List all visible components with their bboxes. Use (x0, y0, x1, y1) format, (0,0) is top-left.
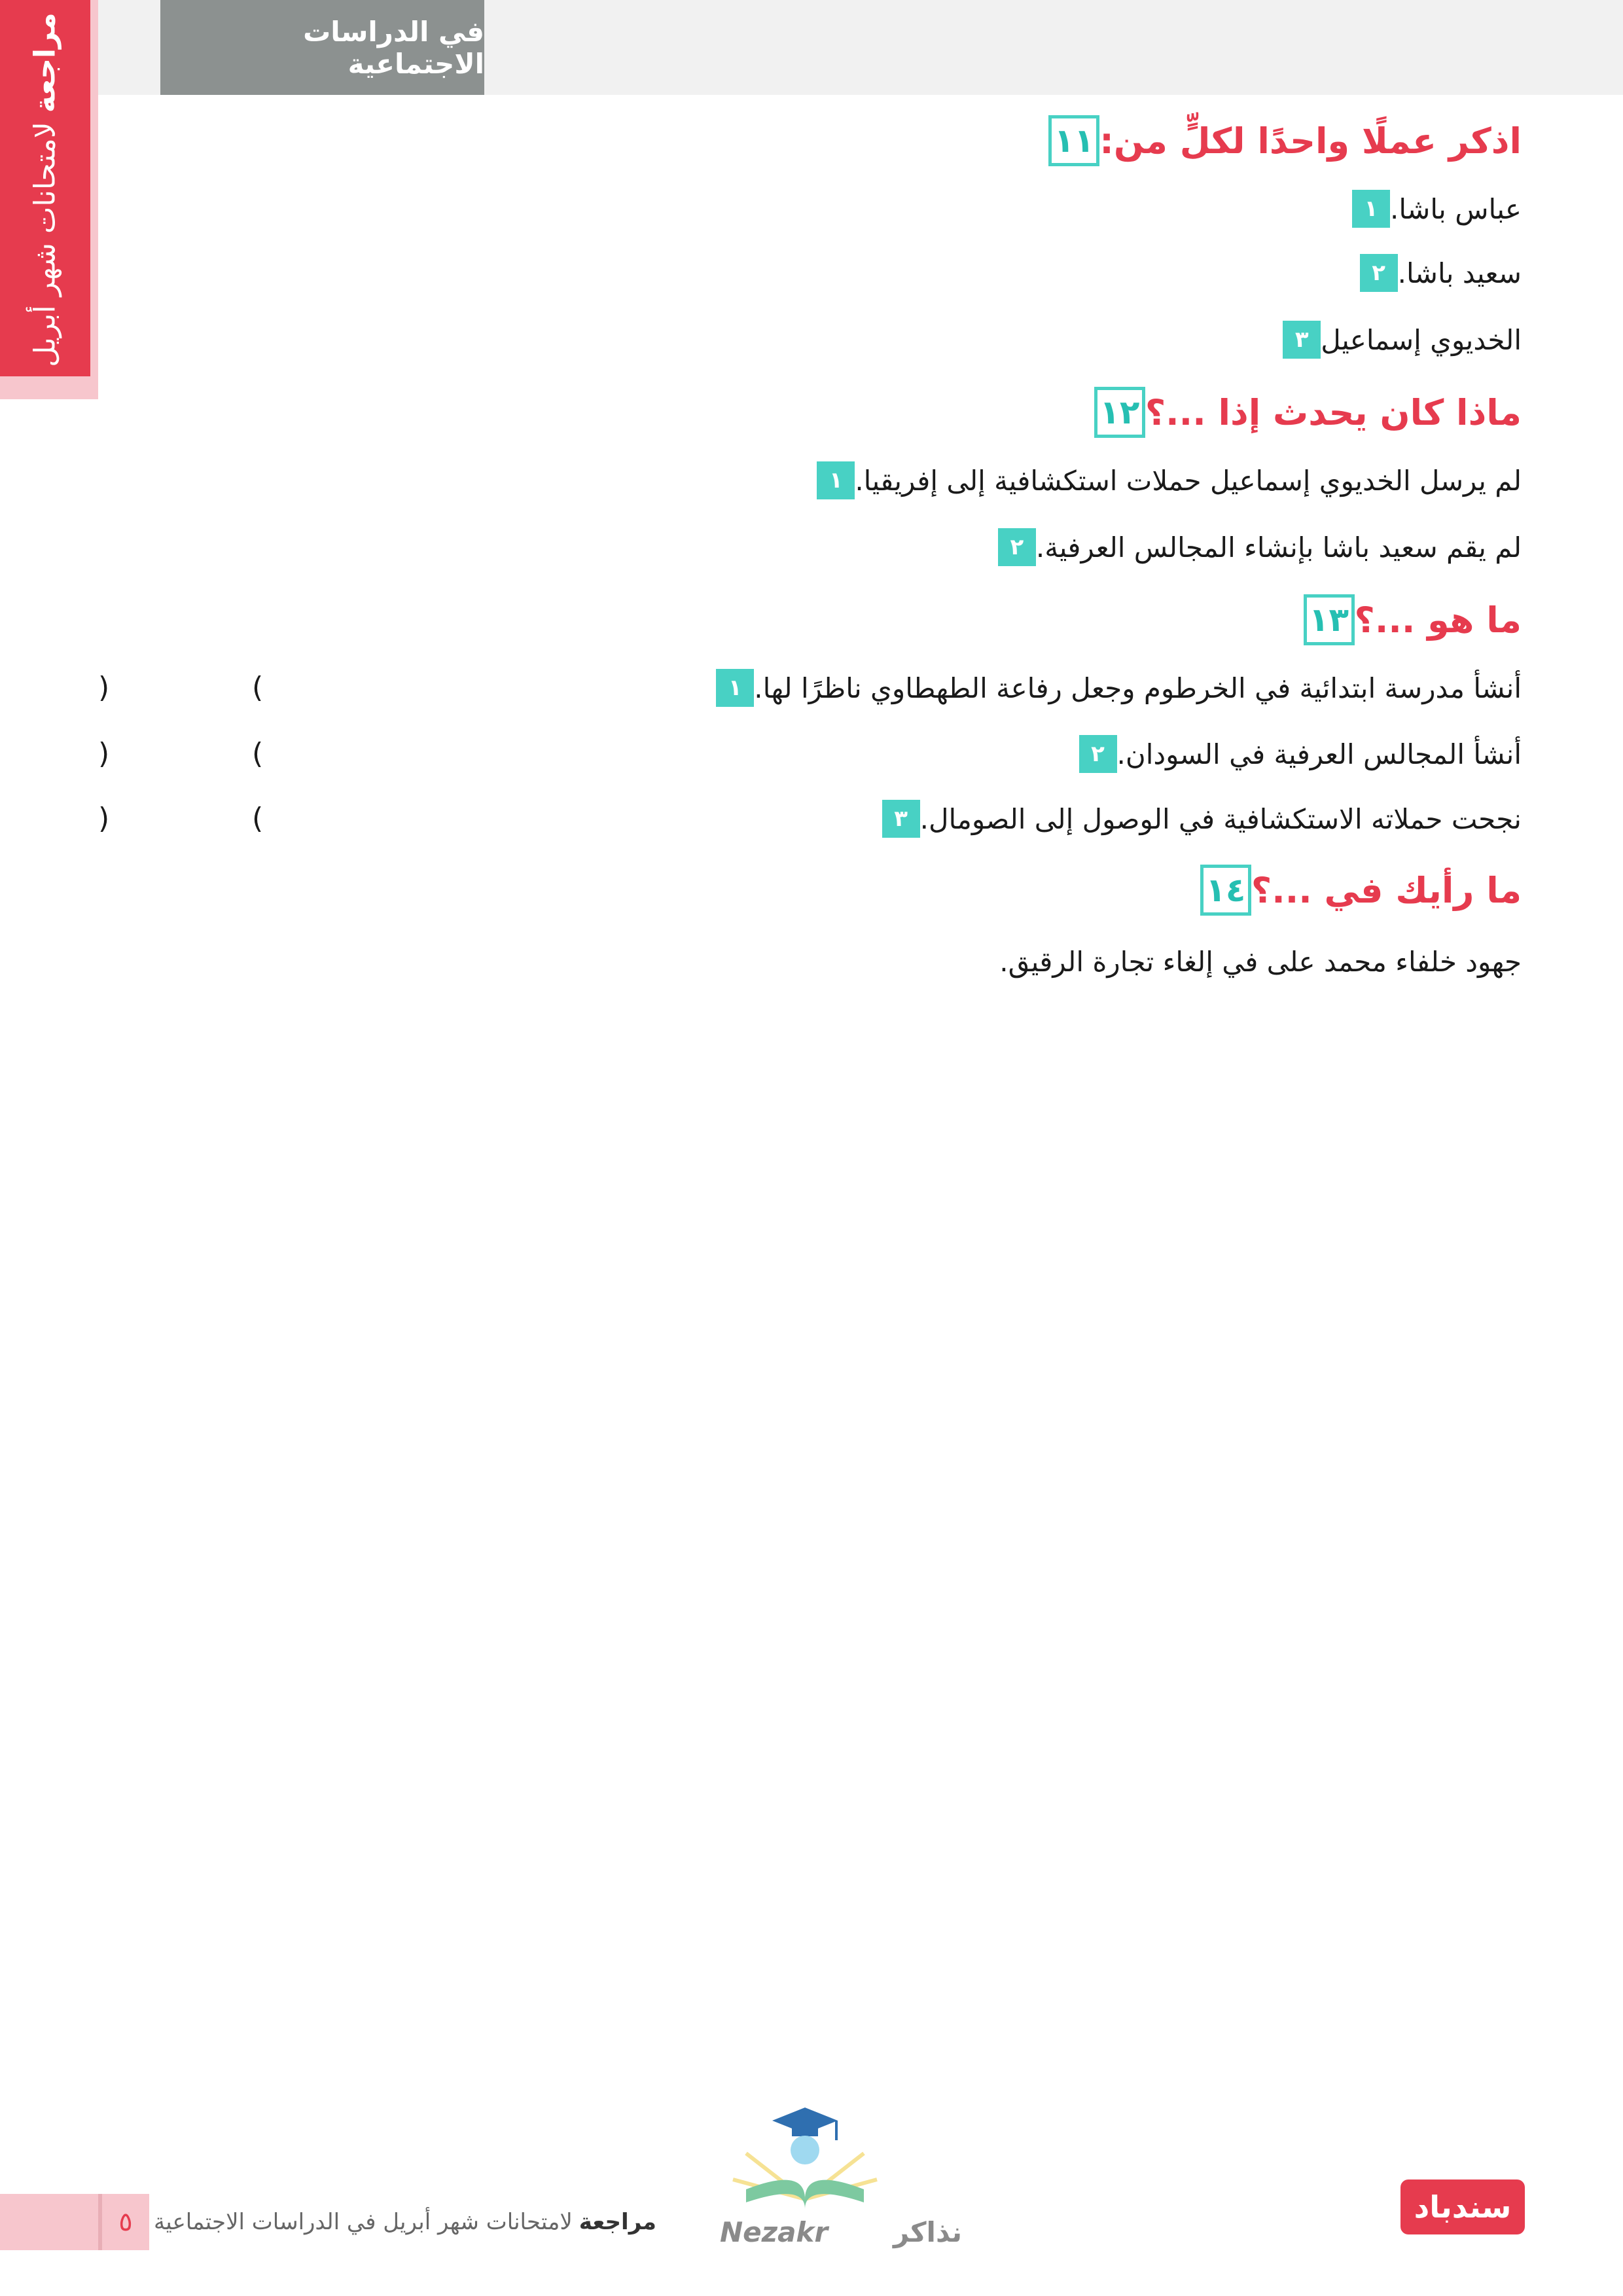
side-tab-rest: لامتحانات شهر أبريل (28, 122, 62, 367)
footer-title (154, 2194, 656, 2250)
item-text: لم يرسل الخديوي إسماعيل حملات استكشافية إلى إفريقيا. (855, 464, 1522, 497)
answer-paren-close: ) (98, 802, 110, 835)
item-number-badge: ٣ (882, 800, 920, 838)
question-number-badge: ١٢ (1094, 387, 1145, 438)
item-text: نجحت حملاته الاستكشافية في الوصول إلى الصومال. (919, 802, 1522, 835)
question-12-heading (1080, 383, 1522, 442)
footer-pink-bar (0, 2194, 98, 2250)
question-title: ما رأيك في ...؟ (1251, 869, 1522, 911)
answer-paren-open: ( (252, 737, 264, 770)
item-text: الخديوي إسماعيل (1321, 323, 1522, 356)
opinion-statement: جهود خلفاء محمد على في إلغاء تجارة الرقيق. (999, 946, 1522, 978)
item-text: سعيد باشا. (1397, 257, 1522, 289)
answer-paren-close: ) (98, 737, 110, 770)
question-title: ماذا كان يحدث إذا ...؟ (1145, 391, 1522, 433)
list-item (873, 800, 1522, 838)
list-item (1274, 321, 1522, 359)
page-header-title (160, 0, 484, 95)
item-text: أنشأ المجالس العرفية في السودان. (1116, 738, 1522, 770)
question-number-badge: ١١ (1048, 115, 1099, 166)
answer-paren-open: ( (252, 671, 264, 704)
header-title-text: في الدراسات الاجتماعية (303, 15, 484, 80)
page-number: ٥ (98, 2194, 149, 2250)
list-item (808, 461, 1522, 499)
question-14-heading (1186, 861, 1522, 920)
item-number-badge: ٣ (1283, 321, 1321, 359)
question-title: اذكر عملًا واحدًا لكلٍّ من: (1099, 120, 1522, 162)
footer-bold: مراجعة (579, 2209, 656, 2235)
list-item (1070, 735, 1522, 773)
list-item (1343, 190, 1522, 228)
footer-rest: لامتحانات شهر أبريل في الدراسات الاجتماعية (154, 2209, 573, 2235)
list-item (989, 528, 1522, 566)
side-tab-bold: مراجعة (28, 12, 62, 113)
item-text: عباس باشا. (1390, 192, 1522, 225)
item-number-badge: ١ (1352, 190, 1390, 228)
list-item (1351, 254, 1522, 292)
item-number-badge: ١ (716, 669, 754, 707)
nezakr-latin-text: Nezakr (720, 2216, 829, 2248)
answer-paren-open: ( (252, 802, 264, 835)
item-number-badge: ٢ (1079, 735, 1117, 773)
item-text: لم يقم سعيد باشا بإنشاء المجالس العرفية. (1035, 531, 1522, 564)
item-number-badge: ٢ (998, 528, 1036, 566)
list-item (707, 669, 1522, 707)
sindbad-logo-text: سندباد (1414, 2189, 1512, 2225)
side-tab-text (29, 12, 62, 367)
sindbad-logo (1400, 2179, 1525, 2234)
item-number-badge: ١ (817, 461, 855, 499)
question-number-badge: ١٣ (1304, 594, 1355, 645)
nezakr-logo (707, 2101, 962, 2251)
answer-paren-close: ) (98, 671, 110, 704)
question-11-heading (1034, 111, 1522, 170)
question-title: ما هو ...؟ (1354, 599, 1522, 641)
question-number-badge: ١٤ (1200, 865, 1251, 916)
question-13-heading (1289, 590, 1522, 649)
item-number-badge: ٢ (1360, 254, 1398, 292)
nezakr-arabic-text: نذاكر (893, 2216, 962, 2248)
item-text: أنشأ مدرسة ابتدائية في الخرطوم وجعل رفاعة الطهطاوي ناظرًا لها. (754, 672, 1522, 704)
side-tab (0, 0, 90, 376)
